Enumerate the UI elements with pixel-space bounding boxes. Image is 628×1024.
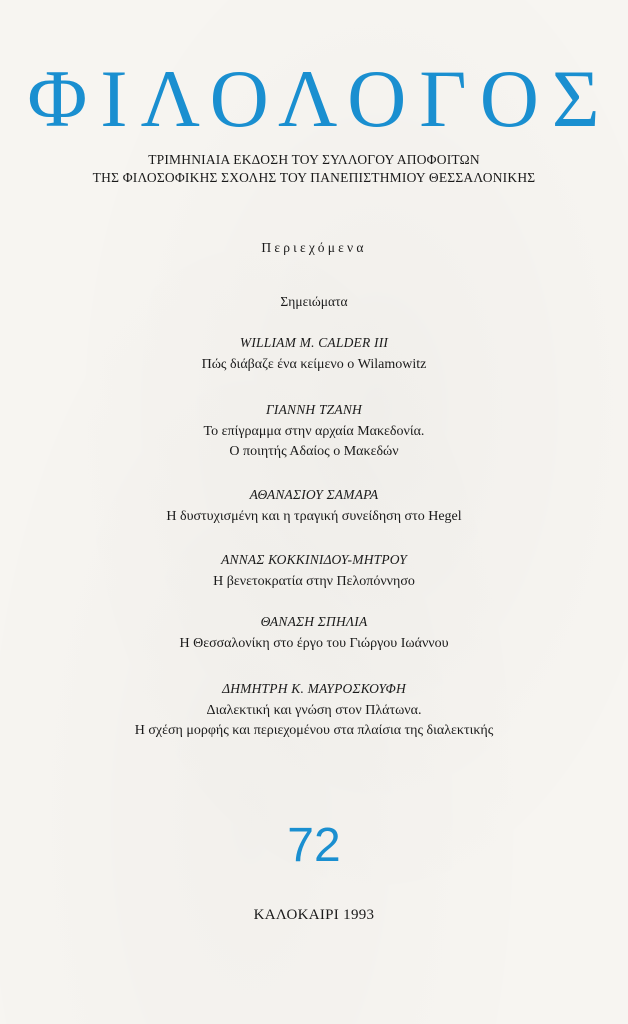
issue-season: ΚΑΛΟΚΑΙΡΙ 1993 <box>253 907 375 923</box>
entry-author: ΓΙΑΝΝΗ ΤΖΑΝΗ <box>266 402 362 417</box>
contents-heading: Περιεχόμενα <box>261 240 367 255</box>
journal-subtitle-line-2: ΤΗΣ ΦΙΛΟΣΟΦΙΚΗΣ ΣΧΟΛΗΣ ΤΟΥ ΠΑΝΕΠΙΣΤΗΜΙΟΥ ΘΕΣΣΑΛΟΝΙΚΗΣ <box>92 170 536 185</box>
entry-title: Ο ποιητής Αδαίος ο Μακεδών <box>229 444 399 459</box>
entry-title: Το επίγραμμα στην αρχαία Μακεδονία. <box>203 424 425 439</box>
journal-subtitle-line-1: ΤΡΙΜΗΝΙΑΙΑ ΕΚΔΟΣΗ ΤΟΥ ΣΥΛΛΟΓΟΥ ΑΠΟΦΟΙΤΩΝ <box>148 152 480 167</box>
entry-title: Πώς διάβαζε ένα κείμενο ο Wilamowitz <box>201 357 427 372</box>
entry-author: WILLIAM M. CALDER III <box>239 335 389 350</box>
entry-title: Η σχέση μορφής και περιεχομένου στα πλαίσια της διαλεκτικής <box>134 723 494 738</box>
entry-author: ΑΝΝΑΣ ΚΟΚΚΙΝΙΔΟΥ-ΜΗΤΡΟΥ <box>221 552 407 567</box>
entry-author: ΔΗΜΗΤΡΗ Κ. ΜΑΥΡΟΣΚΟΥΦΗ <box>222 681 406 696</box>
entry-title: Η Θεσσαλονίκη στο έργο του Γιώργου Ιωάννου <box>179 636 449 651</box>
issue-number: 72 <box>287 819 341 872</box>
entry-title: Η βενετοκρατία στην Πελοπόννησο <box>213 574 415 589</box>
journal-title: ΦΙΛΟΛΟΓΟΣ <box>27 53 613 144</box>
entry-title: Διαλεκτική και γνώση στον Πλάτωνα. <box>206 703 422 718</box>
entry-author: ΑΘΑΝΑΣΙΟΥ ΣΑΜΑΡΑ <box>249 487 379 502</box>
entry-title: Η δυστυχισμένη και η τραγική συνείδηση στο Hegel <box>166 509 462 524</box>
section-heading: Σημειώματα <box>280 294 348 309</box>
entry-author: ΘΑΝΑΣΗ ΣΠΗΛΙΑ <box>260 614 368 629</box>
